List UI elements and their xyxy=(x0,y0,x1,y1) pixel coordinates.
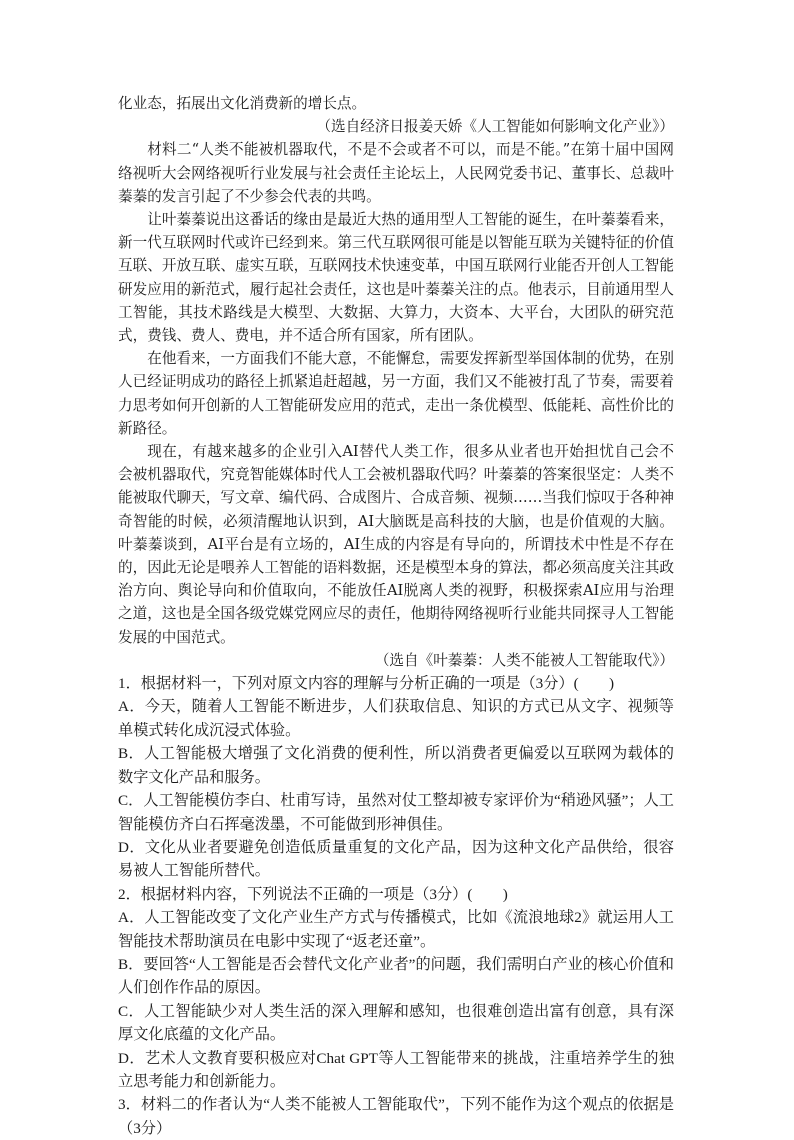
material2-paragraph-3: 在他看来，一方面我们不能大意，不能懈怠，需要发挥新型举国体制的优势，在别人已经证明成功的路径上抓紧追赶超越，另一方面，我们又不能被打乱了节奏，需要着力思考如何开创新的人工智能研发应用的范式，走出一条优模型、低能耗、高性价比的新路径。 xyxy=(118,350,674,437)
question-2-option-a: A．人工智能改变了文化产业生产方式与传播模式，比如《流浪地球2》就运用人工智能技术帮助演员在电影中实现了“返老还童”。 xyxy=(118,909,674,950)
source-citation-1: （选自经济日报姜天娇《人工智能如何影响文化产业》） xyxy=(316,118,674,136)
question-2-option-c: C．人工智能缺少对人类生活的深入理解和感知，也很难创造出富有创意，具有深厚文化底蕴的文化产品。 xyxy=(118,1002,674,1044)
question-2-option-b: B．要回答“人工智能是否会替代文化产业者”的问题，我们需明白产业的核心价值和人们创作作品的原因。 xyxy=(118,955,674,997)
document-page xyxy=(118,92,674,1140)
question-1-option-d: D．文化从业者要避免创造低质量重复的文化产品，因为这种文化产品供给，很容易被人工智能所替代。 xyxy=(118,838,674,880)
material2-paragraph-1: 材料二“人类不能被机器取代，不是不会或者不可以，而是不能。”在第十届中国网络视听大会网络视听行业发展与社会责任主论坛上，人民网党委书记、董事长、总裁叶蓁蓁的发言引起了不少参会代表的共鸣。 xyxy=(118,141,674,205)
material2-paragraph-2: 让叶蓁蓁说出这番话的缘由是最近大热的通用型人工智能的诞生，在叶蓁蓁看来，新一代互联网时代或许已经到来。第三代互联网很可能是以智能互联为关键特征的价值互联、开放互联、虚实互联，互联网技术快速变革，中国互联网行业能否开创人工智能研发应用的新范式，履行起社会责任，这也是叶蓁蓁关注的点。他表示，目前通用型人工智能，其技术路线是大模型、大数据、大算力，大资本、大平台，大团队的研究范式，费钱、费人、费电，并不适合所有国家，所有团队。 xyxy=(118,211,674,345)
question-1-stem: 1．根据材料一，下列对原文内容的理解与分析正确的一项是（3分）( ) xyxy=(118,675,615,693)
question-1-option-c: C．人工智能模仿李白、杜甫写诗，虽然对仗工整却被专家评价为“稍逊风骚”；人工智能模仿齐白石挥毫泼墨，不可能做到形神俱佳。 xyxy=(118,792,674,833)
material2-paragraph-4: 现在，有越来越多的企业引入AI替代人类工作，很多从业者也开始担忧自己会不会被机器取代，究竟智能媒体时代人工会被机器取代吗？叶蓁蓁的答案很坚定：人类不能被取代聊天，写文章、编代码、合成图片、合成音频、视频……当我们惊叹于各种神奇智能的时候，必须清醒地认识到，AI大脑既是高科技的大脑，也是价值观的大脑。叶蓁蓁谈到，AI平台是有立场的，AI生成的内容是有导向的，所谓技术中性是不存在的，因此无论是喂养人工智能的语料数据，还是模型本身的算法，都必须高度关注其政治方向、舆论导向和价值取向，不能放任AI脱离人类的视野，积极探索AI应用与治理之道，这也是全国各级党媒党网应尽的责任，他期待网络视听行业能共同探寻人工智能发展的中国范式。 xyxy=(118,443,674,646)
question-2-option-d: D．艺术人文教育要积极应对Chat GPT等人工智能带来的挑战，注重培养学生的独立思考能力和创新能力。 xyxy=(118,1049,674,1090)
question-1-option-a: A．今天，随着人工智能不断进步，人们获取信息、知识的方式已从文字、视频等单模式转化成沉浸式体验。 xyxy=(118,698,674,739)
question-2-stem: 2．根据材料内容，下列说法不正确的一项是（3分）( ) xyxy=(118,885,508,903)
source-citation-2: （选自《叶蓁蓁：人类不能被人工智能取代》） xyxy=(374,651,674,669)
material1-tail: 化业态，拓展出文化消费新的增长点。 xyxy=(118,95,367,112)
question-3-stem: 3．材料二的作者认为“人类不能被人工智能取代”，下列不能作为这个观点的依据是（3分） xyxy=(118,1096,674,1137)
question-1-option-b: B．人工智能极大增强了文化消费的便利性，所以消费者更偏爱以互联网为载体的数字文化产品和服务。 xyxy=(118,745,674,786)
